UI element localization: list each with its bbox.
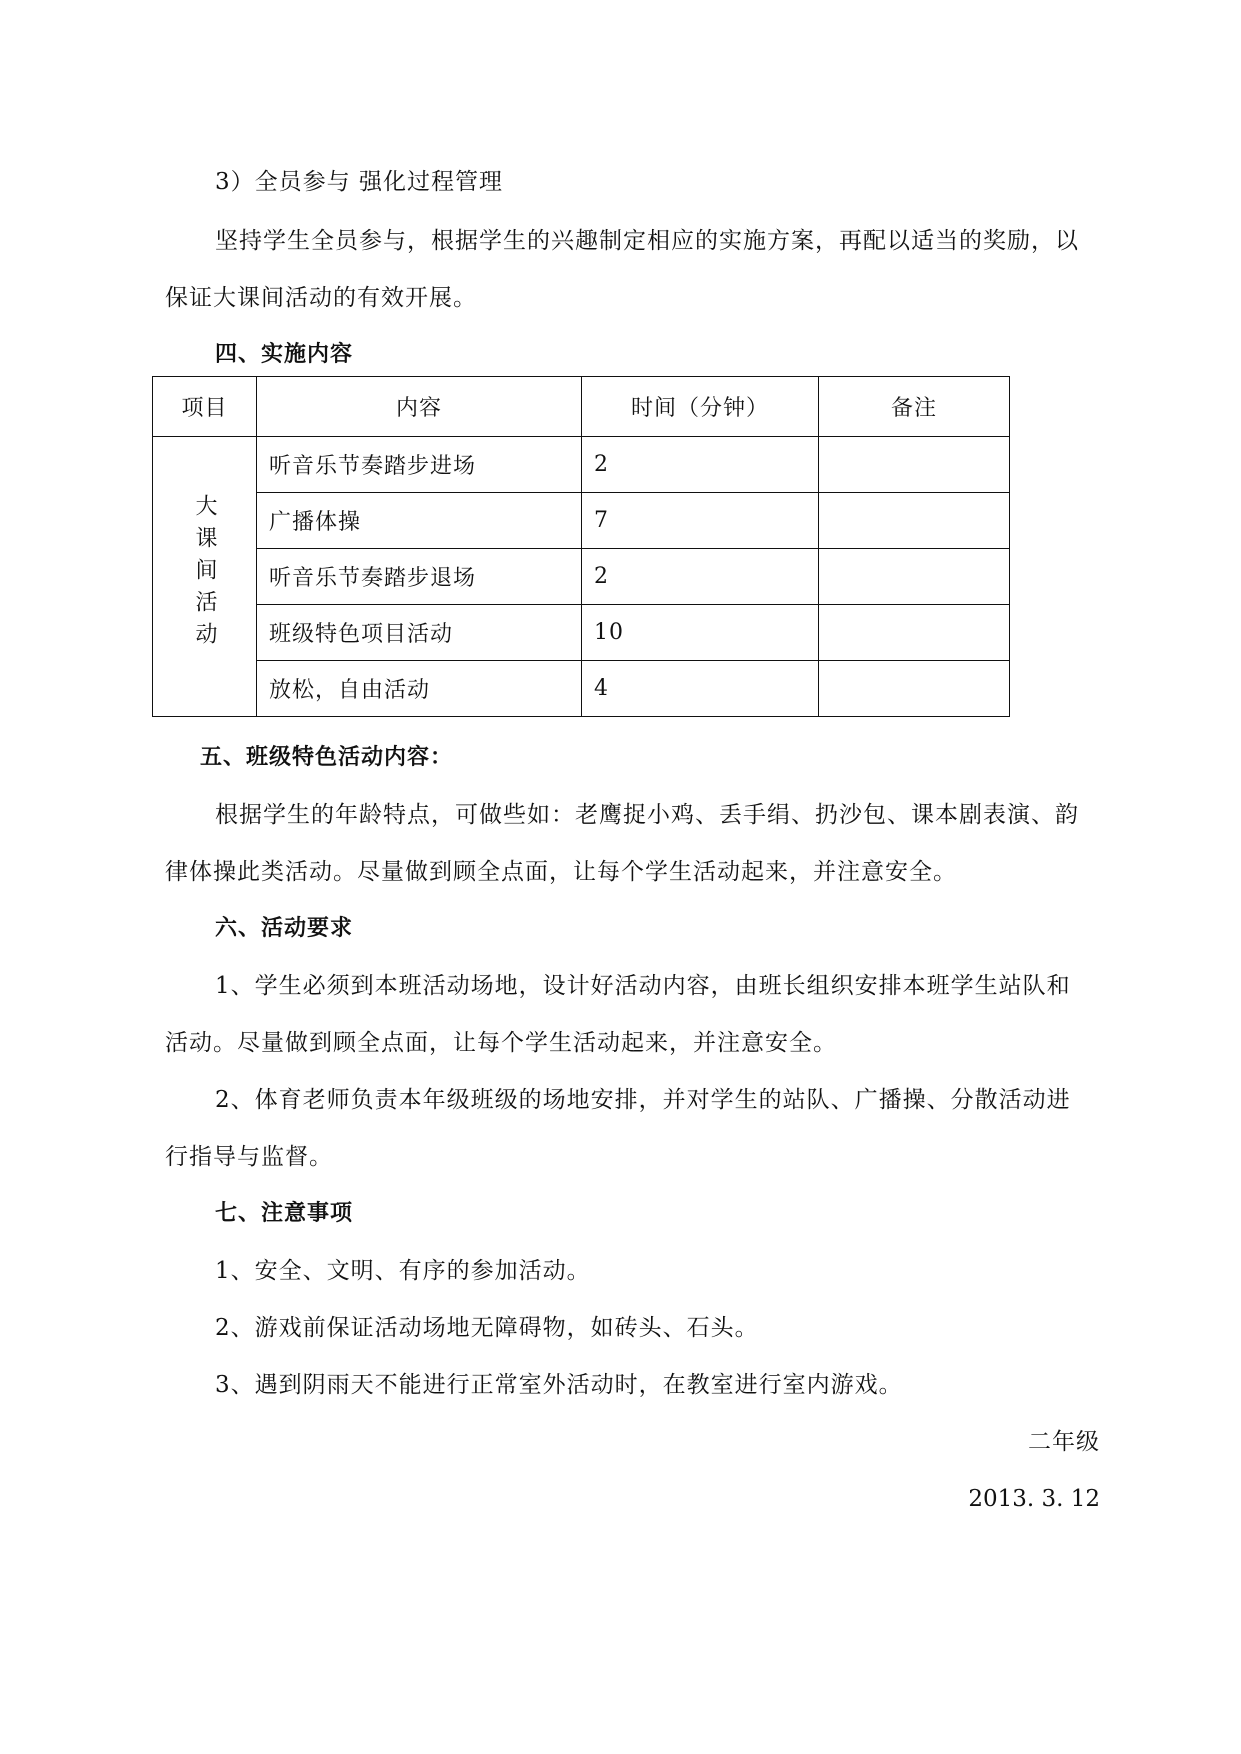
note-item: 2、游戏前保证活动场地无障碍物，如砖头、石头。 xyxy=(215,1315,759,1341)
section-heading-5: 五、班级特色活动内容： xyxy=(200,745,454,770)
header-time: 时间（分钟） xyxy=(582,377,819,437)
note-cell xyxy=(819,493,1010,549)
content-cell: 广播体操 xyxy=(257,493,582,549)
note-item: 1、安全、文明、有序的参加活动。 xyxy=(215,1258,591,1284)
section-heading-7: 七、注意事项 xyxy=(215,1201,354,1226)
note-item: 3、遇到阴雨天不能进行正常室外活动时，在教室进行室内游戏。 xyxy=(215,1372,903,1398)
header-item: 项目 xyxy=(153,377,257,437)
signature-date: 2013. 3. 12 xyxy=(968,1486,1100,1512)
paragraph-line: 行指导与监督。 xyxy=(165,1144,333,1170)
section-heading-4: 四、实施内容 xyxy=(215,342,354,367)
time-cell: 7 xyxy=(582,493,819,549)
time-cell: 4 xyxy=(582,661,819,717)
signature-grade: 二年级 xyxy=(1028,1429,1100,1455)
table-row xyxy=(153,493,1010,549)
paragraph-line: 2、体育老师负责本年级班级的场地安排，并对学生的站队、广播操、分散活动进 xyxy=(215,1087,1071,1113)
paragraph-line: 活动。尽量做到顾全点面，让每个学生活动起来，并注意安全。 xyxy=(165,1030,837,1056)
table-header-row xyxy=(153,377,1010,437)
note-cell xyxy=(819,605,1010,661)
paragraph-line: 1、学生必须到本班活动场地，设计好活动内容，由班长组织安排本班学生站队和 xyxy=(215,973,1071,999)
paragraph-line: 保证大课间活动的有效开展。 xyxy=(165,285,477,311)
paragraph-line: 根据学生的年龄特点，可做些如：老鹰捉小鸡、丢手绢、扔沙包、课本剧表演、韵 xyxy=(215,802,1079,828)
time-cell: 2 xyxy=(582,549,819,605)
table-row xyxy=(153,605,1010,661)
paragraph-line: 坚持学生全员参与，根据学生的兴趣制定相应的实施方案，再配以适当的奖励，以 xyxy=(215,228,1079,254)
content-cell: 听音乐节奏踏步进场 xyxy=(257,437,582,493)
note-cell xyxy=(819,661,1010,717)
subsection-heading-3: 3）全员参与 强化过程管理 xyxy=(215,169,503,195)
table-row xyxy=(153,661,1010,717)
content-cell: 班级特色项目活动 xyxy=(257,605,582,661)
section-heading-6: 六、活动要求 xyxy=(215,916,354,941)
content-cell: 听音乐节奏踏步退场 xyxy=(257,549,582,605)
category-cell xyxy=(153,437,257,717)
paragraph-line: 律体操此类活动。尽量做到顾全点面，让每个学生活动起来，并注意安全。 xyxy=(165,859,957,885)
category-label: 大课间活动 xyxy=(192,493,217,654)
header-note: 备注 xyxy=(819,377,1010,437)
content-cell: 放松，自由活动 xyxy=(257,661,582,717)
time-cell: 2 xyxy=(582,437,819,493)
header-content: 内容 xyxy=(257,377,582,437)
time-cell: 10 xyxy=(582,605,819,661)
table-row xyxy=(153,437,1010,493)
implementation-table xyxy=(152,376,1010,717)
table-row xyxy=(153,549,1010,605)
note-cell xyxy=(819,437,1010,493)
note-cell xyxy=(819,549,1010,605)
